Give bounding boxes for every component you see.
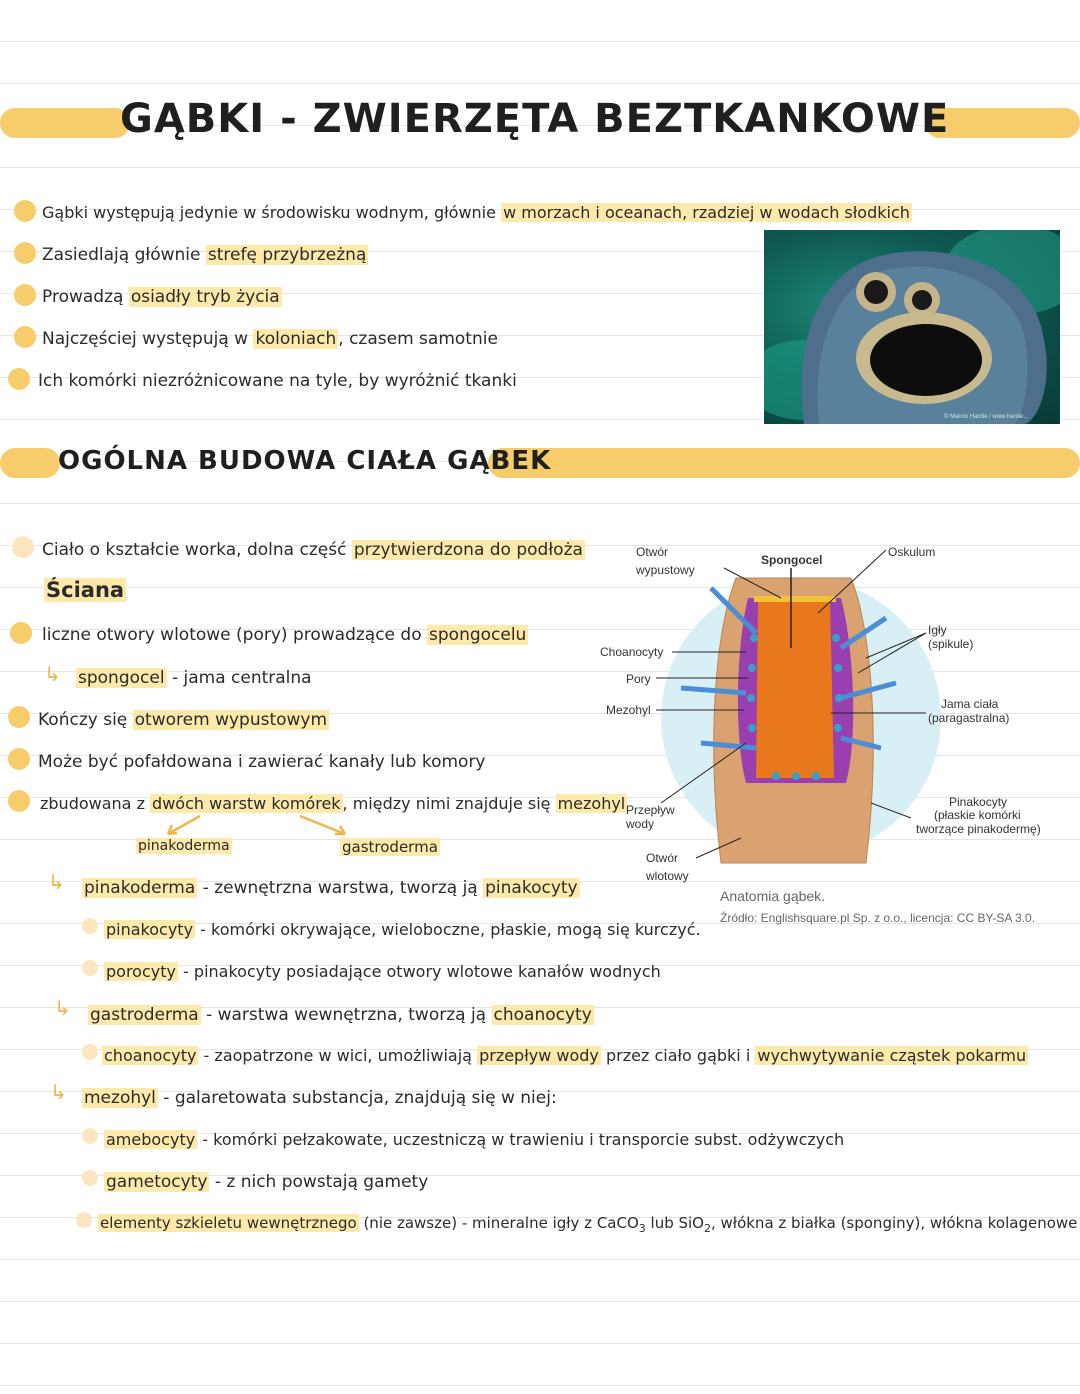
section-title: OGÓLNA BUDOWA CIAŁA GĄBEK: [58, 446, 552, 476]
bullet-icon: [82, 1044, 98, 1060]
body-line-11: choanocyty - zaopatrzone w wici, umożliwiają przepływ wody przez ciało gąbki i wychwytywanie cząstek pokarmu: [104, 1046, 1027, 1065]
intro-item-3: Prowadzą osiadły tryb życia: [42, 287, 280, 307]
intro-item-5: Ich komórki niezróżnicowane na tyle, by wyróżnić tkanki: [38, 371, 517, 391]
label-otwor-wlotowy-2: wlotowy: [646, 869, 689, 883]
label-jama-1: Jama ciała: [941, 697, 999, 711]
bullet-icon: [82, 960, 98, 976]
bullet-icon: [82, 918, 98, 934]
section-title-bar: [0, 444, 1080, 484]
label-przeplyw-1: Przepływ: [626, 803, 675, 817]
label-pinakocyty-3: tworzące pinakodermę): [916, 822, 1041, 836]
bullet-icon: [82, 1170, 98, 1186]
body-line-3: spongocel - jama centralna: [78, 668, 312, 688]
sub-arrow-icon: ↳: [50, 1080, 67, 1104]
body-line-4: Kończy się otworem wypustowym: [38, 710, 328, 730]
bullet-icon: [14, 284, 36, 306]
label-oskulum: Oskulum: [888, 545, 936, 559]
sponge-anatomy-diagram: [596, 538, 1080, 883]
label-pory: Pory: [626, 672, 651, 686]
intro-item-2: Zasiedlają głównie strefę przybrzeżną: [42, 245, 367, 265]
label-igly-2: (spikule): [928, 637, 974, 651]
bullet-icon: [8, 368, 30, 390]
sub-arrow-icon: ↳: [48, 870, 65, 894]
sponge-photo: [764, 230, 1060, 424]
diagram-source: Źródło: Englishsquare.pl Sp. z o.o., licencja: CC BY-SA 3.0.: [720, 911, 1036, 925]
bullet-icon: [12, 536, 34, 558]
pinakoderma-branch: pinakoderma: [138, 838, 230, 854]
body-line-9: porocyty - pinakocyty posiadające otwory wlotowe kanałów wodnych: [106, 962, 661, 981]
body-line-2: liczne otwory wlotowe (pory) prowadzące do spongocelu: [42, 625, 527, 645]
body-line-1: Ciało o kształcie worka, dolna część przytwierdzona do podłoża: [42, 540, 583, 560]
label-spongocel: Spongocel: [761, 553, 823, 567]
diagram-caption: Anatomia gąbek.: [720, 888, 826, 904]
gastroderma-branch: gastroderma: [342, 838, 438, 856]
page-title: GĄBKI - ZWIERZĘTA BEZTKANKOWE: [120, 96, 950, 142]
bullet-icon: [8, 706, 30, 728]
body-line-12: mezohyl - galaretowata substancja, znajdują się w niej:: [84, 1088, 557, 1108]
bullet-icon: [14, 326, 36, 348]
intro-item-1: Gąbki występują jedynie w środowisku wodnym, głównie w morzach i oceanach, rzadziej w wodach słodkich: [42, 203, 910, 222]
label-mezohyl: Mezohyl: [606, 703, 651, 717]
photo-credit: © Marcin Hardie / www.hardie...: [944, 414, 1029, 420]
body-line-7: pinakoderma - zewnętrzna warstwa, tworzą ją pinakocyty: [84, 878, 578, 898]
sub-arrow-icon: ↳: [54, 996, 71, 1020]
intro-item-4: Najczęściej występują w koloniach , czasem samotnie: [42, 329, 498, 349]
body-line-13: amebocyty - komórki pełzakowate, uczestniczą w trawieniu i transporcie subst. odżywczych: [106, 1130, 845, 1149]
bullet-icon: [14, 242, 36, 264]
section-bar-right: [488, 448, 1080, 478]
title-bar-left: [0, 108, 130, 138]
label-pinakocyty-1: Pinakocyty: [949, 795, 1008, 809]
label-otwor-wypustowy-1: Otwór: [636, 545, 669, 559]
sciana-heading: Ściana: [46, 578, 125, 602]
bullet-icon: [76, 1212, 92, 1228]
label-jama-2: (paragastralna): [928, 711, 1010, 725]
sponge-photo-illustration: [764, 230, 1060, 424]
body-line-6: zbudowana z dwóch warstw komórek , między nimi znajduje się mezohyl: [40, 794, 626, 813]
section-bar-left: [0, 448, 60, 478]
label-otwor-wlotowy-1: Otwór: [646, 851, 679, 865]
label-przeplyw-2: wody: [626, 817, 655, 831]
body-line-8: pinakocyty - komórki okrywające, wieloboczne, płaskie, mogą się kurczyć.: [106, 920, 701, 939]
bullet-icon: [10, 622, 32, 644]
split-arrows-icon: [150, 812, 370, 840]
sub-arrow-icon: ↳: [44, 662, 61, 686]
label-choanocyty: Choanocyty: [600, 645, 664, 659]
body-line-5: Może być pofałdowana i zawierać kanały lub komory: [38, 752, 486, 772]
body-line-14: gametocyty - z nich powstają gamety: [106, 1172, 429, 1192]
body-line-10: gastroderma - warstwa wewnętrzna, tworzą ją choanocyty: [90, 1005, 592, 1025]
bullet-icon: [82, 1128, 98, 1144]
bullet-icon: [8, 790, 30, 812]
label-otwor-wypustowy-2: wypustowy: [636, 563, 695, 577]
bullet-icon: [14, 200, 36, 222]
label-igly-1: Igły: [928, 623, 947, 637]
body-line-15: elementy szkieletu wewnętrznego (nie zawsze) - mineralne igły z CaCO$_3$ lub SiO$_2$, włókna z białka (sponginy), włókna kolagenowe: [100, 1214, 1078, 1235]
title-bar: [0, 96, 1080, 146]
bullet-icon: [8, 748, 30, 770]
sponge-anatomy-illustration: [596, 538, 1080, 883]
label-pinakocyty-2: (płaskie komórki: [934, 808, 1021, 822]
